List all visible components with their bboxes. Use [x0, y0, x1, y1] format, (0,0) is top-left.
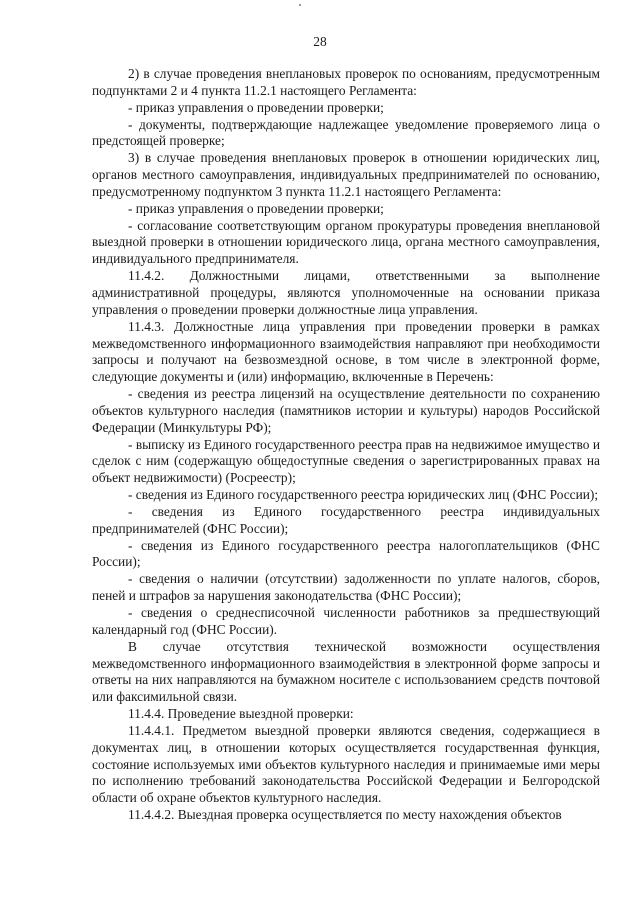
paragraph: - сведения о наличии (отсутствии) задолженности по уплате налогов, сборов, пеней и штрафов за нарушения законодательства (ФНС России); — [92, 571, 600, 604]
paragraph: - согласование соответствующим органом прокуратуры проведения внеплановой выездной проверки в отношении юридического лица, органа местного самоуправления, индивидуального предпринимателя. — [92, 217, 600, 267]
paragraph: - сведения из Единого государственного реестра налогоплательщиков (ФНС России); — [92, 537, 600, 570]
paragraph: 11.4.2. Должностными лицами, ответственными за выполнение административной процедуры, являются уполномоченные на основании приказа управления о проведении проверки должностные лица управления. — [92, 268, 600, 317]
paragraph: В случае отсутствия технической возможности осуществления межведомственного информационного взаимодействия в электронной форме запросы и ответы на них направляются на бумажном носителе с использованием средств почтовой или факсимильной связи. — [92, 638, 600, 705]
paragraph: - документы, подтверждающие надлежащее уведомление проверяемого лица о предстоящей проверке; — [92, 116, 600, 149]
paragraph: - сведения из Единого государственного реестра юридических лиц (ФНС России); — [128, 487, 599, 503]
paragraph: 11.4.3. Должностные лица управления при проведении проверки в рамках межведомственного информационного взаимодействия направляют при необходимости запросы и получают на безвозмездной основе, в том числе в электронной форме, следующие документы и (или) информацию, включенные в Перечень: — [92, 318, 600, 385]
paragraph: - выписку из Единого государственного реестра прав на недвижимое имущество и сделок с ним (содержащую общедоступные сведения о зарегистрированных правах на объект недвижимости) (Росреестр); — [92, 436, 600, 486]
page-body — [92, 66, 600, 824]
paragraph: 11.4.4.2. Выездная проверка осуществляется по месту нахождения объектов — [128, 807, 562, 823]
paragraph: 2) в случае проведения внеплановых проверок по основаниям, предусмотренным подпунктами 2 и 4 пункта 11.2.1 настоящего Регламента: — [92, 66, 600, 98]
page-number: 28 — [313, 34, 327, 49]
paragraph: 3) в случае проведения внеплановых проверок в отношении юридических лиц, органов местного самоуправления, индивидуальных предпринимателей по основанию, предусмотренному подпунктом 3 пункта 11.2.1 настоящего Регламента: — [92, 150, 600, 199]
scan-speck — [299, 4, 301, 6]
paragraph: - сведения о среднесписочной численности работников за предшествующий календарный год (ФНС России). — [92, 605, 600, 637]
paragraph: 11.4.4. Проведение выездной проверки: — [128, 706, 354, 722]
paragraph: - приказ управления о проведении проверки; — [128, 200, 384, 216]
paragraph: - сведения из реестра лицензий на осуществление деятельности по сохранению объектов культурного наследия (памятников истории и культуры) народов Российской Федерации (Минкультуры РФ); — [92, 386, 600, 435]
paragraph: - сведения из Единого государственного реестра индивидуальных предпринимателей (ФНС России); — [92, 503, 600, 536]
paragraph: 11.4.4.1. Предметом выездной проверки являются сведения, содержащиеся в документах лиц, в отношении которых осуществляется государственная функция, состояние используемых ими объектов культурного наследия и принимаемые ими меры по исполнению требований законодательства Российской Федерации и Белгородской области об охране объектов культурного наследия. — [92, 722, 600, 806]
paragraph: - приказ управления о проведении проверки; — [128, 99, 384, 115]
